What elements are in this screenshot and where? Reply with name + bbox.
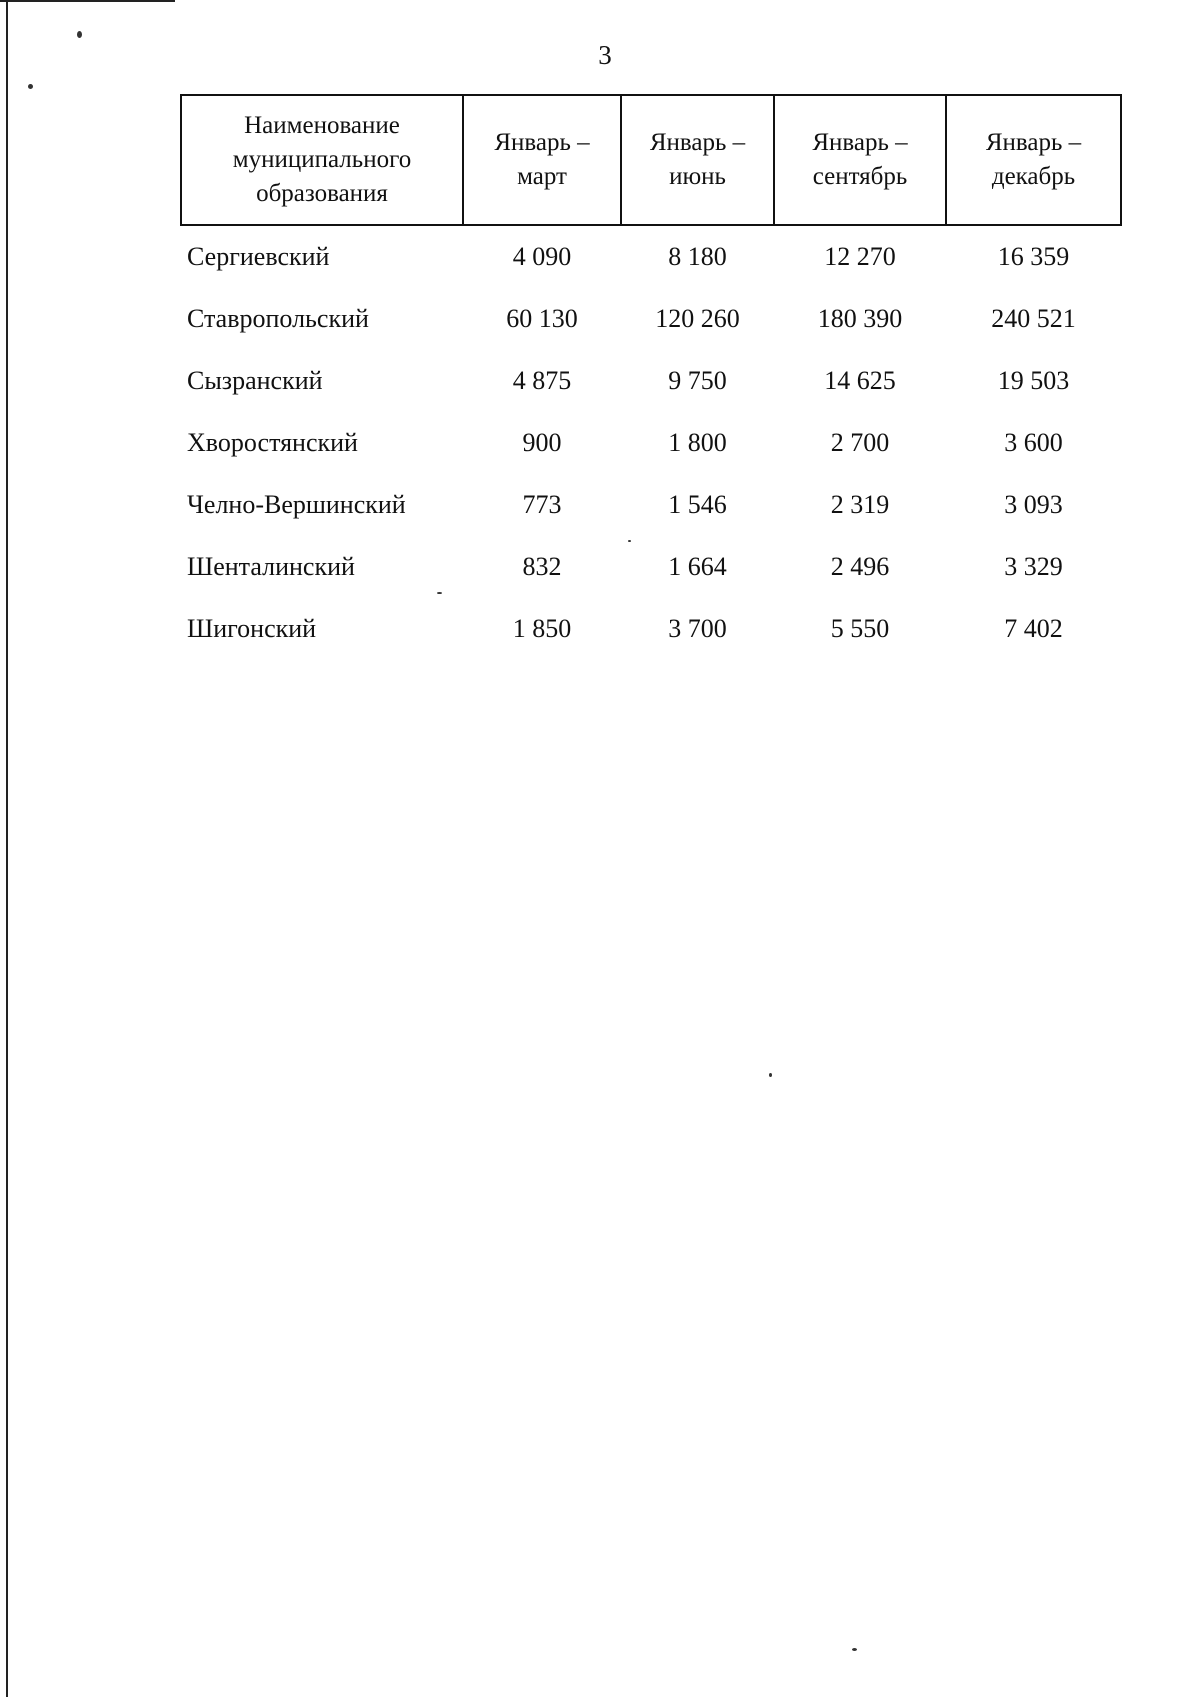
cell-jan-mar: 4 090	[512, 242, 572, 271]
cell-jan-jun: 120 260	[655, 304, 740, 333]
table-header	[181, 95, 1121, 225]
table-row	[181, 474, 1121, 536]
header-jan-jun: Январь – июнь	[621, 95, 774, 225]
table-row	[181, 350, 1121, 412]
cell-jan-sep: 12 270	[824, 242, 896, 271]
cell-jan-dec: 16 359	[997, 242, 1070, 271]
row-municipality-name: Челно-Вершинский	[187, 490, 406, 519]
scan-speck	[769, 1073, 772, 1077]
scan-edge-left	[6, 0, 8, 1697]
cell-jan-mar: 900	[522, 428, 562, 457]
municipal-data-table	[180, 94, 1122, 660]
cell-jan-jun: 3 700	[668, 614, 727, 643]
cell-jan-jun: 1 546	[668, 490, 727, 519]
table-body	[181, 225, 1121, 660]
cell-jan-sep: 2 700	[830, 428, 890, 457]
cell-jan-dec: 7 402	[1004, 614, 1063, 643]
row-municipality-name: Шигонский	[187, 614, 317, 643]
cell-jan-mar: 4 875	[512, 366, 572, 395]
cell-jan-jun: 1 664	[668, 552, 727, 581]
table-row	[181, 536, 1121, 598]
data-table-container	[180, 94, 1120, 660]
row-municipality-name: Сергиевский	[187, 242, 330, 271]
scan-speck	[852, 1648, 857, 1651]
cell-jan-sep: 2 496	[830, 552, 890, 581]
header-municipality-name: Наименование муниципального образования	[181, 95, 463, 225]
cell-jan-jun: 9 750	[668, 366, 727, 395]
header-jan-sep: Январь – сентябрь	[774, 95, 946, 225]
scan-edge-top	[0, 0, 175, 2]
cell-jan-dec: 3 600	[1004, 428, 1063, 457]
page-number: 3	[598, 40, 612, 70]
row-municipality-name: Хворостянский	[187, 428, 358, 457]
cell-jan-mar: 832	[522, 552, 562, 581]
table-header-row	[181, 95, 1121, 225]
cell-jan-dec: 3 093	[1004, 490, 1063, 519]
cell-jan-dec: 3 329	[1004, 552, 1063, 581]
table-row	[181, 598, 1121, 660]
row-municipality-name: Сызранский	[187, 366, 323, 395]
header-jan-mar: Январь – март	[463, 95, 621, 225]
cell-jan-jun: 1 800	[668, 428, 727, 457]
table-row	[181, 412, 1121, 474]
cell-jan-sep: 180 390	[817, 304, 903, 333]
table-row	[181, 288, 1121, 350]
cell-jan-dec: 19 503	[997, 366, 1070, 395]
cell-jan-mar: 1 850	[512, 614, 572, 643]
cell-jan-mar: 60 130	[506, 304, 578, 333]
cell-jan-sep: 5 550	[830, 614, 890, 643]
cell-jan-jun: 8 180	[668, 242, 727, 271]
cell-jan-mar: 773	[522, 490, 562, 519]
cell-jan-dec: 240 521	[991, 304, 1076, 333]
row-municipality-name: Ставропольский	[187, 304, 369, 333]
scan-speck	[28, 84, 33, 89]
header-jan-dec: Январь – декабрь	[946, 95, 1121, 225]
table-row	[181, 225, 1121, 288]
cell-jan-sep: 14 625	[824, 366, 896, 395]
scan-speck	[77, 31, 82, 38]
cell-jan-sep: 2 319	[830, 490, 890, 519]
row-municipality-name: Шенталинский	[187, 552, 355, 581]
